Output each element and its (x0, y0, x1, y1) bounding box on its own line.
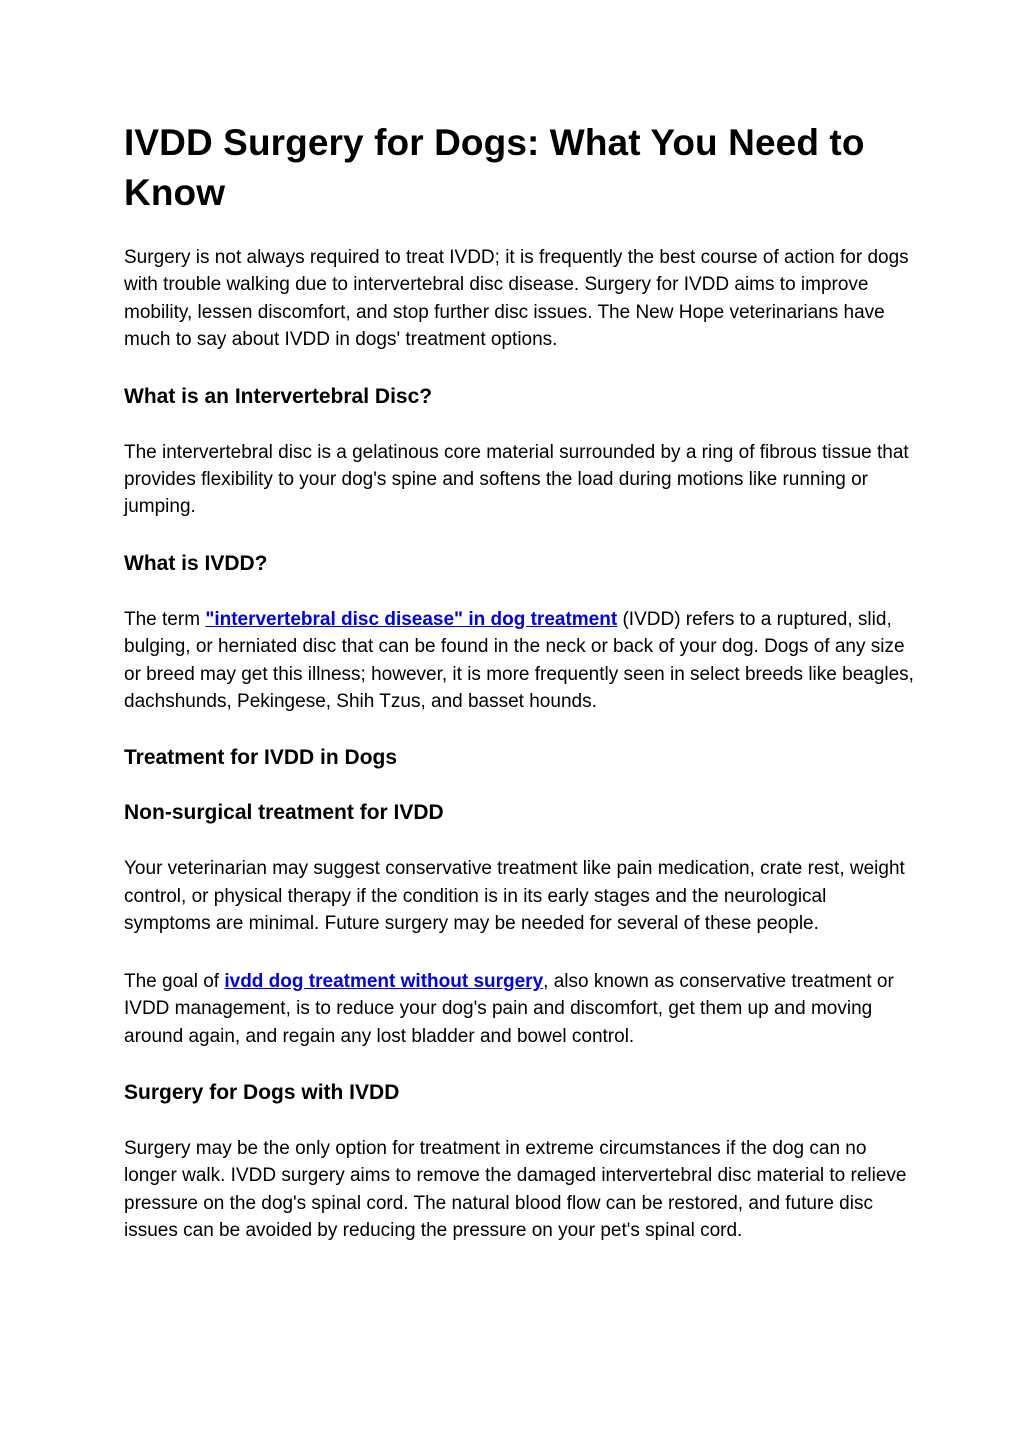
conservative-treatment-paragraph (124, 968, 914, 1050)
ivdd-treatment-link[interactable]: "intervertebral disc disease" in dog treatment (205, 608, 618, 630)
heading-treatment: Treatment for IVDD in Dogs (124, 746, 398, 770)
conservative-text-before-link: The goal of (124, 970, 225, 992)
what-is-ivdd-paragraph (124, 606, 914, 716)
surgery-paragraph: Surgery may be the only option for treatment in extreme circumstances if the dog can no longer walk. IVDD surgery aims to remove the damaged intervertebral disc material to relieve pressure on the dog's spinal cord. The natural blood flow can be restored, and future disc issues can be avoided by reducing the pressure on your pet's spinal cord. (124, 1137, 907, 1242)
ivdd-text-after-link: (IVDD) refers to a ruptured, slid, bulging, or herniated disc that can be found in the neck or back of your dog. Dogs of any size or breed may get this illness; however, it is more frequently seen in select breeds like beagles, dachshunds, Pekingese, Shih Tzus, and basset hounds. (124, 608, 914, 713)
heading-surgery: Surgery for Dogs with IVDD (124, 1080, 400, 1104)
ivdd-text-before-link: The term (124, 608, 206, 630)
page-title: IVDD Surgery for Dogs: What You Need to Know (124, 122, 865, 213)
intro-paragraph: Surgery is not always required to treat IVDD; it is frequently the best course of action for dogs with trouble walking due to intervertebral disc disease. Surgery for IVDD aims to improve mobility, lessen discomfort, and stop further disc issues. The New Hope veterinarians have much to say about IVDD in dogs' treatment options. (124, 247, 909, 351)
heading-intervertebral-disc: What is an Intervertebral Disc? (124, 384, 433, 408)
heading-what-is-ivdd: What is IVDD? (124, 551, 268, 575)
heading-non-surgical: Non-surgical treatment for IVDD (124, 801, 444, 825)
conservative-text-after-link: , also known as conservative treatment or IVDD management, is to reduce your dog's pain and discomfort, get them up and moving around again, and regain any lost bladder and bowel control. (124, 970, 894, 1047)
intervertebral-disc-paragraph: The intervertebral disc is a gelatinous core material surrounded by a ring of fibrous tissue that provides flexibility to your dog's spine and softens the load during motions like running or jumping. (124, 441, 909, 518)
treatment-without-surgery-link[interactable]: ivdd dog treatment without surgery (224, 970, 544, 992)
non-surgical-paragraph: Your veterinarian may suggest conservative treatment like pain medication, crate rest, weight control, or physical therapy if the condition is in its early stages and the neurological symptoms are minimal. Future surgery may be needed for several of these people. (124, 858, 905, 935)
